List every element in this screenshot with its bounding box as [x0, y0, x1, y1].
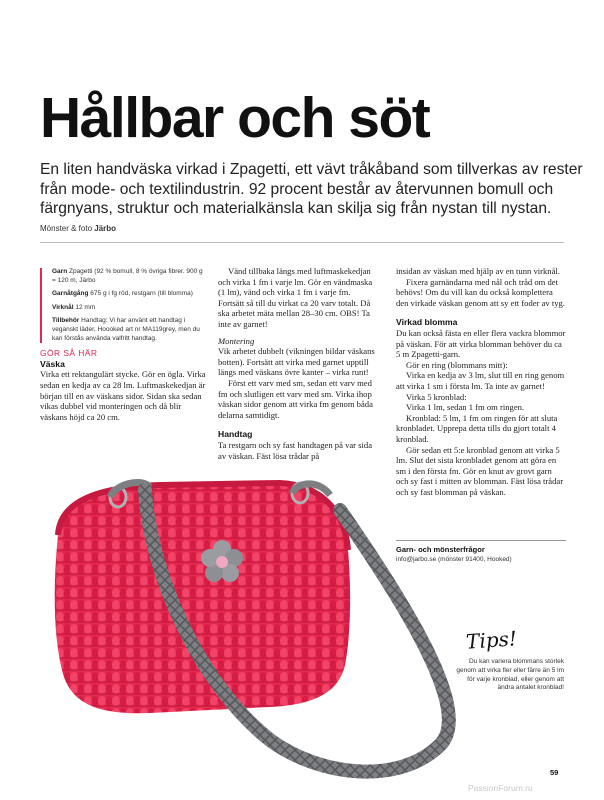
watermark: PassionForum.ru — [468, 783, 533, 793]
material-text: Zpagetti (92 % bomull, 8 % övriga fibrer. 900 g = 120 m, Järbo — [52, 268, 203, 284]
col2-paragraph-1: Vänd tillbaka längs med luftmaskekedjan och virka 1 fm i varje lm. Gör en vändmaska (1 lm), vänd och virka 1 fm i varje fm. Fortsätt så till du virkat ca 20 varv totalt. Då ska arbetet mäta mellan 28–30 cm. OBS! Ta inte av garnet! — [218, 266, 373, 329]
material-yarn-amount — [52, 290, 208, 299]
handtag-text: Ta restgarn och sy fast handtagen på var sida av väskan. Fäst lösa trådar på — [218, 439, 373, 461]
blomma-step-5: Kronblad: 5 lm, 1 fm om ringen för att sluta kronbladet. Upprepa detta tills du gjort totalt 4 kronblad. — [396, 412, 558, 444]
vaska-heading: Väska — [40, 358, 65, 369]
col3-paragraph-2: Fixera garnändarna med nål och tråd om det behövs! Om du vill kan du också komplettera den virkade väskan genom att sy ett foder av tyg. — [396, 276, 565, 308]
montering-label: Montering — [218, 335, 255, 346]
blomma-step-1: Gör en ring (blommans mitt): — [406, 359, 508, 370]
faq-box — [396, 546, 566, 564]
blomma-step-6: Gör sedan ett 5:e kronblad genom att virka 5 lm. Slut det sista kronbladet genom att göra en sm i den första fm. Gör en knut av grovt garn och sy fast i mitten av blomman. Fäst lösa trådar och sy fast blomman på väskan. — [396, 444, 564, 497]
material-accessories — [52, 317, 208, 343]
credit-prefix: Mönster & foto — [40, 224, 93, 233]
material-hook — [52, 304, 208, 313]
credit-name: Järbo — [94, 224, 117, 233]
montering-text: Vik arbetet dubbelt (vikningen bildar väskans botten). Fortsätt att virka med garnet upptill längs med väskans övre kanter – virka runt! — [218, 346, 375, 378]
intro-text: En liten handväska virkad i Zpagetti, ett vävt tråkåband som tillverkas av rester från mode- och textilindustrin. 92 procent består av återvunnen bomull och färgnyans, struktur och materialkänsla kan skilja sig från nystan till nystan. — [40, 161, 583, 218]
material-label: Garn — [52, 268, 68, 275]
vaska-text: Virka ett rektangulärt stycke. Gör en ögla. Virka sedan en kedja av ca 28 lm. Luftmaskekedjan är början till en av väskans sidor. Sidan ska sedan vikas dubbel vid monteringen och då blir väskans höjd ca 20 cm. — [40, 369, 206, 422]
section-label: GÖR SÅ HÄR — [40, 348, 98, 359]
blomma-step-4: Virka 1 lm, sedan 1 fm om ringen. — [406, 402, 525, 413]
handtag-heading: Handtag — [218, 429, 253, 440]
blomma-text: Du kan också fästa en eller flera vackra blommor på väskan. För att virka blomman behöver du ca 5 m Zpagetti-garn. — [396, 327, 566, 360]
blomma-step-2: Virka en kedja av 3 lm, slut till en ring genom att virka 1 sm i första lm. Ta inte av garnet! — [396, 370, 565, 391]
material-label: Tillbehör — [52, 317, 80, 325]
material-label: Virknål — [52, 303, 74, 311]
col2-paragraph-2: Först ett varv med sm, sedan ett varv med fm och slutligen ett varv med sm. Virka ihop väskan sidor genom att virka fm genom båda delarna samtidigt. — [218, 377, 373, 420]
material-text: 12 mm — [75, 303, 96, 311]
faq-divider — [396, 540, 566, 541]
faq-text: info@jarbo.se (mönster 91400, Hooked) — [396, 555, 512, 563]
material-yarn — [52, 268, 208, 285]
material-text: Handtag: Vi har använt ett handtag i veganskt läder, Hoooked art nr MA119grey, men du kan förstås använda valfritt handtag. — [52, 317, 200, 342]
material-label: Garnåtgång — [52, 290, 89, 298]
faq-heading: Garn- och mönsterfrågor — [396, 545, 485, 554]
col3-paragraph-1: insidan av väskan med hjälp av en tunn virknål. — [396, 266, 560, 276]
blomma-heading: Virkad blomma — [396, 317, 458, 328]
tips-text: Du kan variera blommans storlek genom att virka fler eller färre än 5 lm för varje kronblad, eller genom att ändra antalet kronblad! — [456, 658, 564, 692]
page-title: Hållbar och söt — [40, 86, 430, 150]
page-number: 59 — [550, 768, 559, 777]
materials-box — [40, 268, 208, 343]
blomma-step-3: Virka 5 kronblad: — [406, 391, 467, 402]
header-divider — [40, 242, 564, 243]
tips-title: Tips! — [465, 626, 518, 654]
credit — [40, 224, 116, 233]
column-1 — [40, 268, 208, 422]
material-text: 675 g i fg röd, restgarn (till blomma) — [90, 290, 193, 298]
column-2 — [218, 266, 376, 461]
bag-body — [55, 483, 350, 713]
